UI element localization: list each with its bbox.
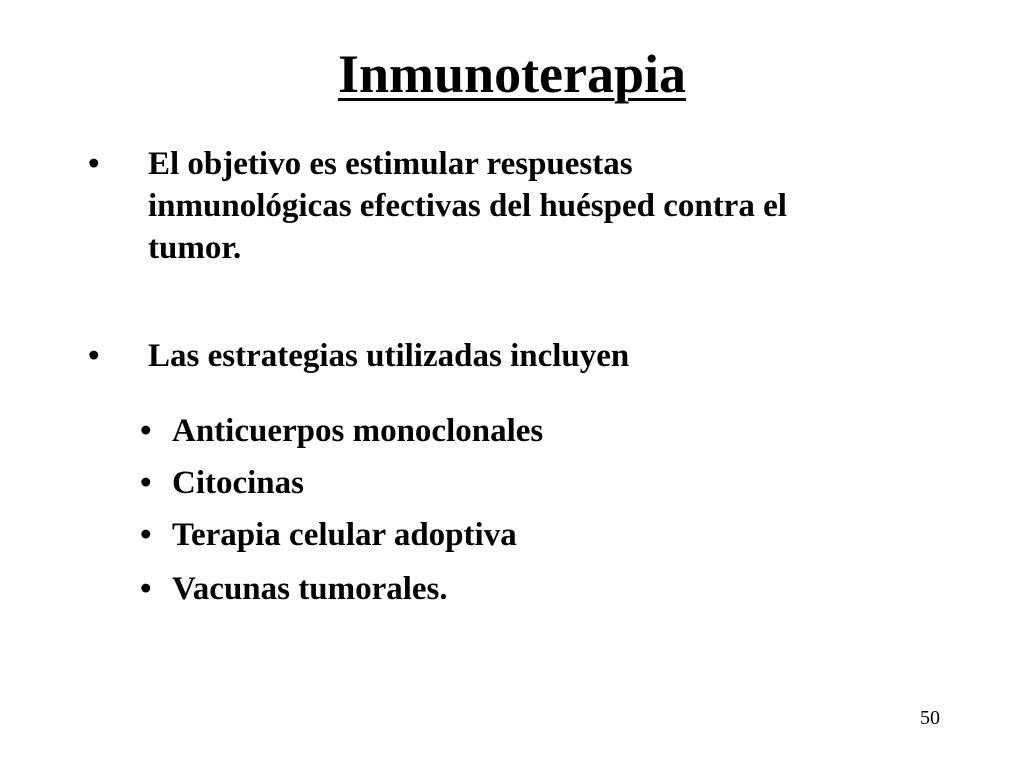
bullet-strategies — [88, 335, 948, 377]
bullet-marker: • — [88, 146, 100, 182]
sub-bullet-tumor-vaccines — [140, 568, 840, 610]
sub-bullet-text: Vacunas tumorales. — [172, 571, 448, 607]
slide-title — [0, 42, 1024, 106]
sub-bullet-marker: • — [140, 413, 152, 449]
sub-bullet-marker: • — [140, 571, 152, 607]
bullet-strategies-text: Las estrategias utilizadas incluyen — [148, 338, 630, 374]
sub-bullet-text: Terapia celular adoptiva — [172, 517, 517, 553]
bullet-objective-line-2: inmunológicas efectivas del huésped contra el — [148, 188, 787, 224]
sub-bullet-cytokines — [140, 462, 840, 504]
bullet-objective-line-3: tumor. — [148, 230, 242, 266]
sub-bullet-text: Citocinas — [172, 465, 304, 501]
sub-bullet-adoptive-cell-therapy — [140, 514, 840, 556]
sub-bullet-marker: • — [140, 465, 152, 501]
bullet-objective — [88, 143, 948, 273]
bullet-objective-line-1: El objetivo es estimular respuestas — [148, 146, 633, 182]
bullet-marker: • — [88, 338, 100, 374]
sub-bullet-marker: • — [140, 517, 152, 553]
sub-bullet-monoclonal-antibodies — [140, 410, 840, 452]
bullet-objective-text — [148, 143, 938, 269]
page-number: 50 — [920, 707, 940, 729]
slide-title-text: Inmunoterapia — [337, 44, 687, 104]
sub-bullet-text: Anticuerpos monoclonales — [172, 413, 544, 449]
